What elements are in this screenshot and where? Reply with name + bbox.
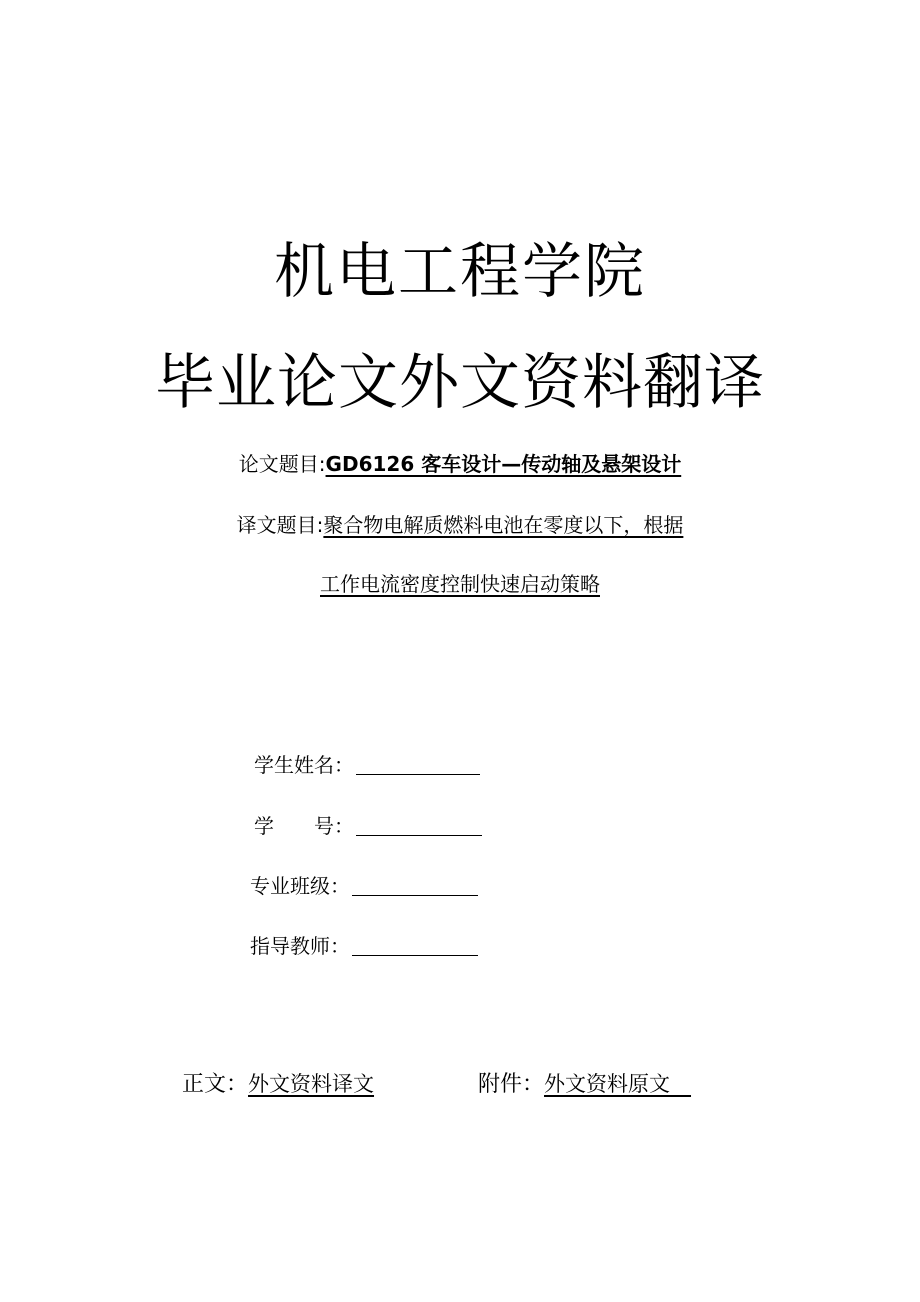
thesis-title-line (0, 449, 920, 479)
student-name-field (254, 750, 480, 780)
school-name: 机电工程学院 (274, 237, 646, 307)
thesis-title-value: GD6126 客车设计—传动轴及悬架设计 (325, 452, 682, 476)
main-text-value: 外文资料译文 (248, 1072, 375, 1096)
translation-title-value-1: 聚合物电解质燃料电池在零度以下，根据 (323, 513, 684, 537)
translation-title-label: 译文题目: (236, 513, 324, 537)
main-text-label: 正文： (182, 1072, 249, 1097)
class-label: 专业班级： (250, 874, 350, 898)
student-number-blank[interactable] (356, 815, 482, 836)
thesis-title-label: 论文题目: (238, 452, 326, 476)
attachment-note (478, 1068, 691, 1101)
attachment-value: 外文资料原文 (544, 1072, 692, 1096)
student-name-blank[interactable] (356, 754, 480, 775)
translation-title-line-2 (0, 569, 920, 599)
translation-title-line (0, 510, 920, 540)
student-number-field (254, 811, 482, 841)
tutor-blank[interactable] (352, 935, 478, 956)
translation-title-value-2: 工作电流密度控制快速启动策略 (320, 572, 600, 596)
class-field (250, 871, 478, 901)
class-blank[interactable] (352, 875, 478, 896)
student-name-label: 学生姓名： (254, 753, 354, 777)
tutor-label: 指导教师： (250, 934, 350, 958)
student-number-label: 学 号： (254, 814, 354, 838)
attachment-label: 附件： (478, 1072, 545, 1097)
document-title: 毕业论文外文资料翻译 (155, 348, 765, 418)
main-text-note (182, 1068, 374, 1101)
tutor-field (250, 931, 478, 961)
